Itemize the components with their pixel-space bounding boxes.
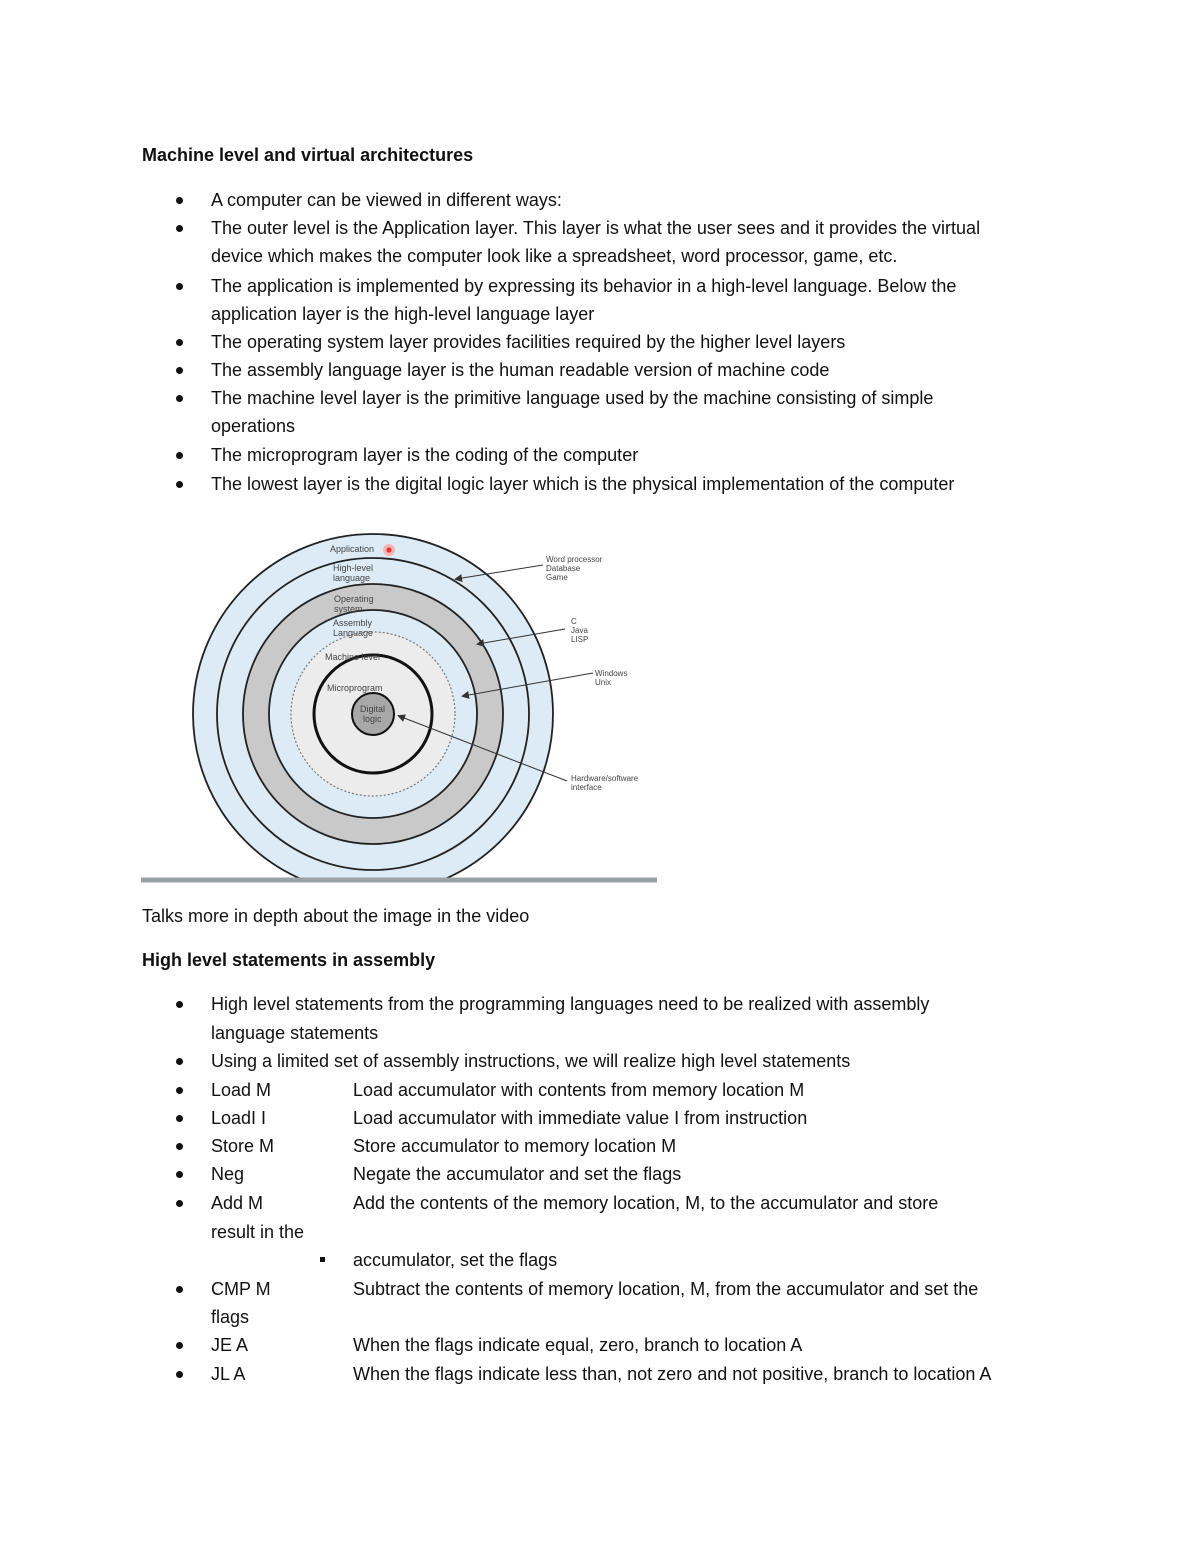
list-item: The lowest layer is the digital logic layer which is the physical implementation of the computer [0,470,1200,498]
list-item-continuation: flags [211,1307,250,1327]
bullet-icon [176,367,183,374]
bullet-icon [176,1200,183,1207]
label-high-level-1: High-level [333,563,374,573]
list-item-continuation: operations [211,416,296,436]
label-machine-level: Machine level [325,652,381,662]
instruction-mnemonic: Add M [211,1193,264,1213]
bullet-icon [176,1001,183,1008]
label-digital-2: logic [363,714,382,724]
label-application: Application [330,544,375,554]
bullet-icon [176,395,183,402]
instruction-description: When the flags indicate less than, not zero and not positive, branch to location A [353,1364,992,1384]
list-item: The operating system layer provides facilities required by the higher level layers [0,328,1200,356]
label-asm-2: Language [333,628,374,638]
bullet-icon [176,481,183,488]
instruction-mnemonic: Neg [211,1164,245,1184]
list-item-continuation: result in the [211,1222,305,1242]
instruction-row [0,1132,1200,1160]
label-high-level-2: language [333,573,371,583]
virtual-machine-layers-diagram [141,528,657,886]
callout-apps-3: Game [546,573,568,582]
instruction-mnemonic: JL A [211,1364,246,1384]
instruction-description: When the flags indicate equal, zero, branch to location A [353,1335,803,1355]
instruction-mnemonic: LoadI I [211,1108,267,1128]
list-item-continuation: device which makes the computer look like a spreadsheet, word processor, game, etc. [211,246,898,266]
sub-list-item: accumulator, set the flags [0,1246,1200,1274]
red-marker-dot [386,547,391,552]
instruction-row [0,1160,1200,1188]
list-item: The microprogram layer is the coding of the computer [0,441,1200,469]
list-item: Using a limited set of assembly instructions, we will realize high level statements [0,1047,1200,1075]
bullet-icon [176,1171,183,1178]
instruction-mnemonic: Load M [211,1080,272,1100]
list-item: The machine level layer is the primitive language used by the machine consisting of simple [0,384,1200,412]
list-item: A computer can be viewed in different ways: [0,186,1200,214]
bullet-icon [176,1058,183,1065]
instruction-description: Load accumulator with contents from memory location M [353,1080,805,1100]
callout-apps-1: Word processor [546,555,603,564]
bullet-icon [176,452,183,459]
label-os-1: Operating [334,594,374,604]
instruction-mnemonic: JE A [211,1335,249,1355]
instruction-description: Add the contents of the memory location, M, to the accumulator and store [353,1193,939,1213]
instruction-row [0,1076,1200,1104]
instruction-row [0,1189,1200,1217]
label-digital-1: Digital [360,704,386,714]
bullet-icon [176,1371,183,1378]
callout-langs-3: LISP [571,635,589,644]
instruction-description: Subtract the contents of memory location, M, from the accumulator and set the [353,1279,979,1299]
bullet-icon [176,1342,183,1349]
list-item: The outer level is the Application layer. This layer is what the user sees and it provides the virtual [0,214,1200,242]
section-heading-architectures: Machine level and virtual architectures [142,145,474,165]
instruction-mnemonic: Store M [211,1136,275,1156]
list-item: The application is implemented by expressing its behavior in a high-level language. Below the [0,272,1200,300]
instruction-row [0,1104,1200,1132]
bullet-icon [176,197,183,204]
instruction-row [0,1331,1200,1359]
bullet-icon [176,1143,183,1150]
callout-apps-2: Database [546,564,581,573]
instruction-description: Negate the accumulator and set the flags [353,1164,682,1184]
instruction-mnemonic: CMP M [211,1279,271,1299]
callout-langs-2: Java [571,626,588,635]
instruction-row [0,1360,1200,1388]
instruction-description: Load accumulator with immediate value I from instruction [353,1108,808,1128]
callout-os-1: Windows [595,669,628,678]
label-asm-1: Assembly [333,618,373,628]
list-item: The assembly language layer is the human readable version of machine code [0,356,1200,384]
instruction-description: Store accumulator to memory location M [353,1136,677,1156]
callout-langs-1: C [571,617,577,626]
label-os-2: system [334,604,363,614]
list-item-continuation: language statements [211,1023,379,1043]
list-item-continuation: application layer is the high-level language layer [211,304,595,324]
square-bullet-icon [320,1257,325,1262]
bullet-icon [176,1115,183,1122]
callout-os-2: Unix [595,678,612,687]
bullet-icon [176,225,183,232]
label-microprogram: Microprogram [327,683,383,693]
callout-hw-1: Hardware/software [571,774,639,783]
diagram-caption: Talks more in depth about the image in the video [142,906,530,926]
bullet-icon [176,339,183,346]
bullet-icon [176,1286,183,1293]
list-item: High level statements from the programming languages need to be realized with assembly [0,990,1200,1018]
callout-hw-2: interface [571,783,602,792]
bullet-icon [176,283,183,290]
instruction-row [0,1275,1200,1303]
bullet-icon [176,1087,183,1094]
section-heading-assembly: High level statements in assembly [142,950,436,970]
